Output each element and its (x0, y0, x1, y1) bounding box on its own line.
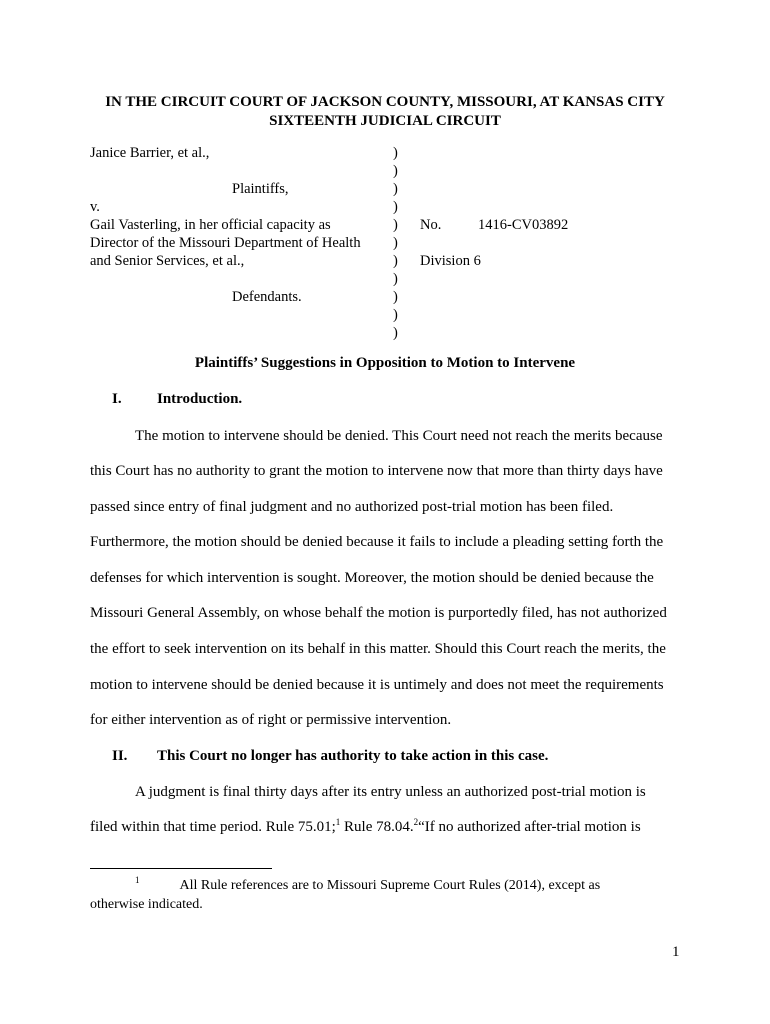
defendant-line-3: and Senior Services, et al., (90, 253, 245, 269)
document-title: Plaintiffs’ Suggestions in Opposition to Motion to Intervene (194, 355, 576, 371)
section-number: I. (112, 391, 122, 407)
defendants-label: Defendants. (232, 289, 302, 305)
paragraph-line: filed within that time period. Rule 75.01;$^1$ Rule 78.04.$^2$“If no authorized after-trial motion is (90, 817, 641, 835)
paragraph-line: passed since entry of final judgment and no authorized post-trial motion has been filed. (90, 499, 614, 515)
paragraph-line: Furthermore, the motion should be denied because it fails to include a pleading setting forth the (90, 534, 664, 550)
versus: v. (90, 199, 100, 215)
judicial-circuit: SIXTEENTH JUDICIAL CIRCUIT (269, 113, 501, 129)
section-number: II. (112, 748, 128, 764)
section-title: This Court no longer has authority to take action in this case. (157, 748, 549, 764)
paragraph-line: defenses for which intervention is sought. Moreover, the motion should be denied because the (90, 570, 654, 586)
case-number: 1416-CV03892 (478, 217, 569, 233)
court-header (60, 93, 710, 131)
case-number-label: No. (420, 217, 442, 233)
plaintiff-name: Janice Barrier, et al., (90, 145, 210, 161)
footnote-ref-2[interactable]: 2 (413, 817, 419, 827)
paragraph-line: The motion to intervene should be denied. This Court need not reach the merits because (135, 428, 663, 444)
footnote-1: $^1$ All Rule references are to Missouri Supreme Court Rules (2014), except as (135, 875, 601, 893)
plaintiffs-label: Plaintiffs, (232, 181, 289, 197)
paragraph-line: Missouri General Assembly, on whose behalf the motion is purportedly filed, has not authorized (90, 605, 667, 621)
defendant-line-1: Gail Vasterling, in her official capacity as (90, 217, 331, 233)
division: Division 6 (420, 253, 481, 269)
footnote-marker: 1 (135, 875, 140, 885)
caption-divider: ) ) ) ) ) ) ) ) ) ) ) (393, 145, 398, 341)
section-heading-2 (112, 748, 612, 768)
paragraph-line: for either intervention as of right or permissive intervention. (90, 712, 452, 728)
defendant-line-2: Director of the Missouri Department of Health (90, 235, 361, 251)
footnote-ref-1[interactable]: 1 (335, 817, 341, 827)
section-heading-1 (112, 391, 412, 411)
footnote-separator (90, 868, 272, 869)
footnote-1-continued: otherwise indicated. (90, 897, 203, 912)
paragraph-line: the effort to seek intervention on its behalf in this matter. Should this Court reach the merits, the (90, 641, 666, 657)
page-number: 1 (672, 944, 680, 960)
paragraph-line: this Court has no authority to grant the motion to intervene now that more than thirty days have (90, 463, 663, 479)
paragraph-line: motion to intervene should be denied because it is untimely and does not meet the requirements (90, 677, 664, 693)
section-title: Introduction. (157, 391, 243, 407)
court-name: IN THE CIRCUIT COURT OF JACKSON COUNTY, MISSOURI, AT KANSAS CITY (105, 94, 665, 110)
paragraph-line: A judgment is final thirty days after its entry unless an authorized post-trial motion is (135, 784, 646, 800)
